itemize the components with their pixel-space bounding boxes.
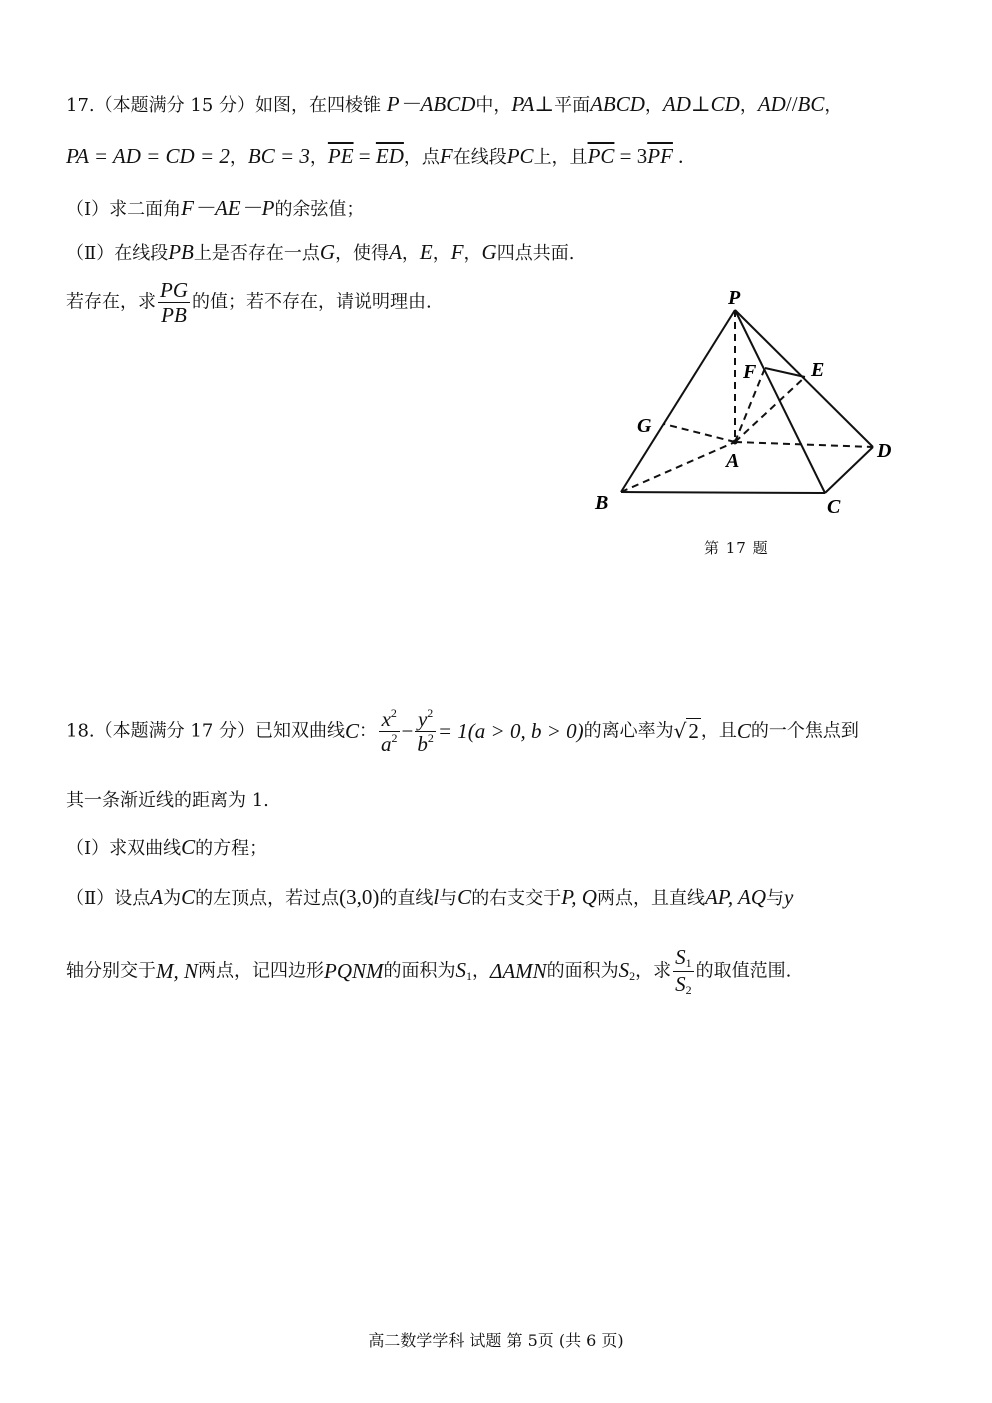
- q18-text: 设点: [114, 888, 151, 909]
- q17-text: ，: [401, 243, 420, 264]
- q18-text: 轴分别交于: [66, 960, 156, 982]
- edge-pb: [621, 310, 735, 492]
- q17-text: .: [672, 144, 684, 168]
- part-tag-2: （Ⅱ）: [66, 888, 115, 909]
- q18-line1: [66, 707, 859, 756]
- q18-text: 的左顶点，若过点: [195, 888, 340, 909]
- math-pyramid: P－ABCD: [386, 92, 476, 116]
- q18-text: 两点，记四边形: [198, 960, 324, 982]
- q17-text: ，点: [403, 147, 440, 168]
- math-abcd: ABCD: [590, 92, 645, 116]
- q18-part1: [66, 837, 267, 858]
- math-bc: BC: [797, 92, 825, 116]
- segment-ag: [664, 424, 735, 442]
- q17-text: ，: [739, 95, 758, 116]
- q18-text: ，求: [635, 960, 672, 982]
- math-lengths: PA = AD = CD = 2: [66, 144, 230, 168]
- label-c: C: [827, 496, 841, 518]
- math-f: F: [450, 240, 464, 264]
- math-a: A: [389, 240, 402, 264]
- math-y: y: [417, 707, 428, 731]
- sqrt-2: [674, 718, 701, 743]
- math-s: S: [455, 958, 466, 983]
- subscript: 1: [466, 969, 472, 984]
- q18-text: 的面积为: [546, 960, 619, 982]
- q18-number: 18.: [66, 720, 95, 742]
- q17-text: 上，且: [533, 147, 588, 168]
- math-c: C: [736, 719, 751, 744]
- q17-text: ，: [463, 243, 482, 264]
- math-a: a: [381, 732, 392, 757]
- page-footer: 高二数学学科 试题 第 5页 (共 6 页): [368, 1331, 624, 1350]
- q17-line2: [66, 146, 683, 167]
- math-a: A: [150, 885, 164, 909]
- q17-text: ，: [824, 95, 843, 116]
- math-pb: PB: [168, 240, 194, 264]
- fraction-pg-pb: [158, 278, 190, 327]
- math-x: x: [381, 707, 391, 731]
- vector-pe: $\overline{PE}$: [327, 144, 354, 168]
- math-pa: PA: [511, 92, 535, 116]
- q17-part1: [66, 198, 364, 219]
- q18-score: （本题满分 17 分）: [94, 720, 255, 742]
- q18-text: ，且: [700, 720, 737, 742]
- q18-text: 为: [163, 888, 182, 909]
- fraction-numerator: PG: [160, 278, 188, 302]
- label-p: P: [728, 287, 741, 309]
- math-bc-length: BC = 3: [247, 144, 310, 168]
- q18-text: 的面积为: [383, 960, 456, 982]
- sqrt-sign: √: [673, 719, 687, 744]
- q17-part2-cont: [66, 278, 432, 327]
- q17-text: ，: [309, 147, 328, 168]
- vector-ed: $\overline{ED}$: [375, 144, 404, 168]
- part-tag-1: （Ⅰ）: [66, 838, 110, 859]
- q18-text: 的一个焦点到: [750, 720, 859, 742]
- edge-bc: [621, 492, 825, 493]
- math-mn: M, N: [156, 958, 198, 983]
- q17-text: 的值；若不存在，请说明理由.: [192, 291, 432, 313]
- math-c: C: [181, 835, 196, 859]
- exponent: 2: [390, 706, 397, 720]
- q18-text: 的方程；: [195, 838, 268, 859]
- math-s: S: [675, 945, 686, 969]
- q17-number: 17.: [66, 95, 95, 116]
- q17-text: ，: [644, 95, 663, 116]
- math-s: S: [675, 971, 686, 996]
- part-tag-1: （Ⅰ）: [66, 199, 110, 220]
- math-condition: = 1(a > 0, b > 0): [437, 719, 584, 744]
- q17-text: 上是否存在一点: [193, 243, 320, 264]
- q18-text: ，: [472, 960, 490, 982]
- math-f: F: [439, 144, 453, 168]
- edge-cd: [825, 447, 873, 493]
- q18-text: ：: [359, 720, 378, 742]
- q17-text: 中，: [475, 95, 512, 116]
- q17-text: 四点共面.: [496, 243, 575, 264]
- sqrt-arg: 2: [688, 719, 699, 744]
- part-tag-2: （Ⅱ）: [66, 243, 115, 264]
- q18-text: 与: [439, 888, 458, 909]
- label-b: B: [595, 492, 609, 514]
- math-c: C: [457, 885, 472, 909]
- q18-text: 两点，且直线: [596, 888, 705, 909]
- vector-pc: $\overline{PC}$: [587, 144, 615, 168]
- q17-text: 若存在，求: [66, 291, 156, 313]
- q18-text: 的直线: [379, 888, 434, 909]
- fraction-denominator: PB: [161, 303, 187, 328]
- exponent: 2: [427, 706, 434, 720]
- edge-ab: [621, 442, 735, 492]
- exponent: 2: [427, 731, 434, 746]
- math-equals-3: = 3: [614, 144, 648, 168]
- math-g: G: [319, 240, 336, 264]
- q18-line2: 其一条渐近线的距离为 1.: [66, 790, 269, 811]
- math-ap-aq: AP, AQ: [704, 885, 767, 909]
- fraction-x2-a2: [379, 707, 400, 756]
- math-g: G: [481, 240, 497, 264]
- q17-text: 求二面角: [109, 199, 182, 220]
- subscript: 2: [685, 982, 692, 997]
- pyramid-figure: [585, 280, 905, 520]
- math-equals: =: [353, 144, 376, 168]
- math-e: E: [419, 240, 433, 264]
- math-parallel: //: [785, 92, 798, 116]
- q17-text: ，: [229, 147, 248, 168]
- fraction-s1-s2: [673, 945, 694, 998]
- q18-text: 已知双曲线: [255, 720, 345, 742]
- q17-text: 如图，在四棱锥: [255, 95, 381, 116]
- q18-text: 的取值范围.: [695, 960, 792, 982]
- label-e: E: [811, 359, 825, 381]
- q17-line1: [66, 94, 842, 115]
- q17-text: 在线段: [452, 147, 507, 168]
- math-ad: AD: [662, 92, 691, 116]
- label-a: A: [726, 450, 740, 472]
- point-a: [733, 440, 738, 445]
- q18-text: 的离心率为: [583, 720, 674, 742]
- q18-part2: [66, 887, 793, 908]
- vector-pf: $\overline{PF}$: [647, 144, 673, 168]
- math-ad: AD: [757, 92, 786, 116]
- q17-text: ，使得: [335, 243, 390, 264]
- math-cd: CD: [710, 92, 740, 116]
- math-y: y: [784, 885, 794, 909]
- math-c: C: [345, 719, 360, 744]
- math-s: S: [618, 958, 630, 983]
- q18-text: 与: [766, 888, 785, 909]
- label-d: D: [877, 440, 892, 462]
- math-pc: PC: [506, 144, 534, 168]
- math-point: (3,0): [339, 885, 380, 909]
- math-pq: P, Q: [561, 885, 597, 909]
- math-perp: ⊥: [690, 92, 711, 116]
- math-s2: [619, 958, 636, 982]
- q18-text: 求双曲线: [109, 838, 182, 859]
- label-g: G: [637, 415, 652, 437]
- math-dihedral: F－AE－P: [181, 196, 275, 220]
- math-b: b: [417, 732, 428, 757]
- math-perp: ⊥: [534, 92, 555, 116]
- math-minus: −: [401, 719, 414, 744]
- q18-part2-cont: [66, 945, 791, 998]
- q18-text: 的右支交于: [471, 888, 562, 909]
- math-l: l: [433, 885, 440, 909]
- edge-ad: [735, 442, 873, 447]
- math-pqnm: PQNM: [324, 958, 384, 983]
- subscript: 2: [629, 969, 636, 984]
- q17-text: 平面: [554, 95, 591, 116]
- figure-caption: 第 17 题: [704, 539, 769, 557]
- math-s1: [456, 958, 473, 982]
- q17-score: （本题满分 15 分）: [94, 95, 255, 116]
- math-c: C: [181, 885, 196, 909]
- fraction-y2-b2: [415, 707, 436, 756]
- q17-text: ，: [432, 243, 451, 264]
- q17-text: 的余弦值；: [274, 199, 365, 220]
- q17-text: 在线段: [114, 243, 169, 264]
- math-triangle-amn: ΔAMN: [490, 958, 547, 983]
- label-f: F: [743, 361, 757, 383]
- subscript: 1: [685, 956, 692, 970]
- q17-part2: [66, 242, 574, 263]
- exponent: 2: [391, 731, 398, 746]
